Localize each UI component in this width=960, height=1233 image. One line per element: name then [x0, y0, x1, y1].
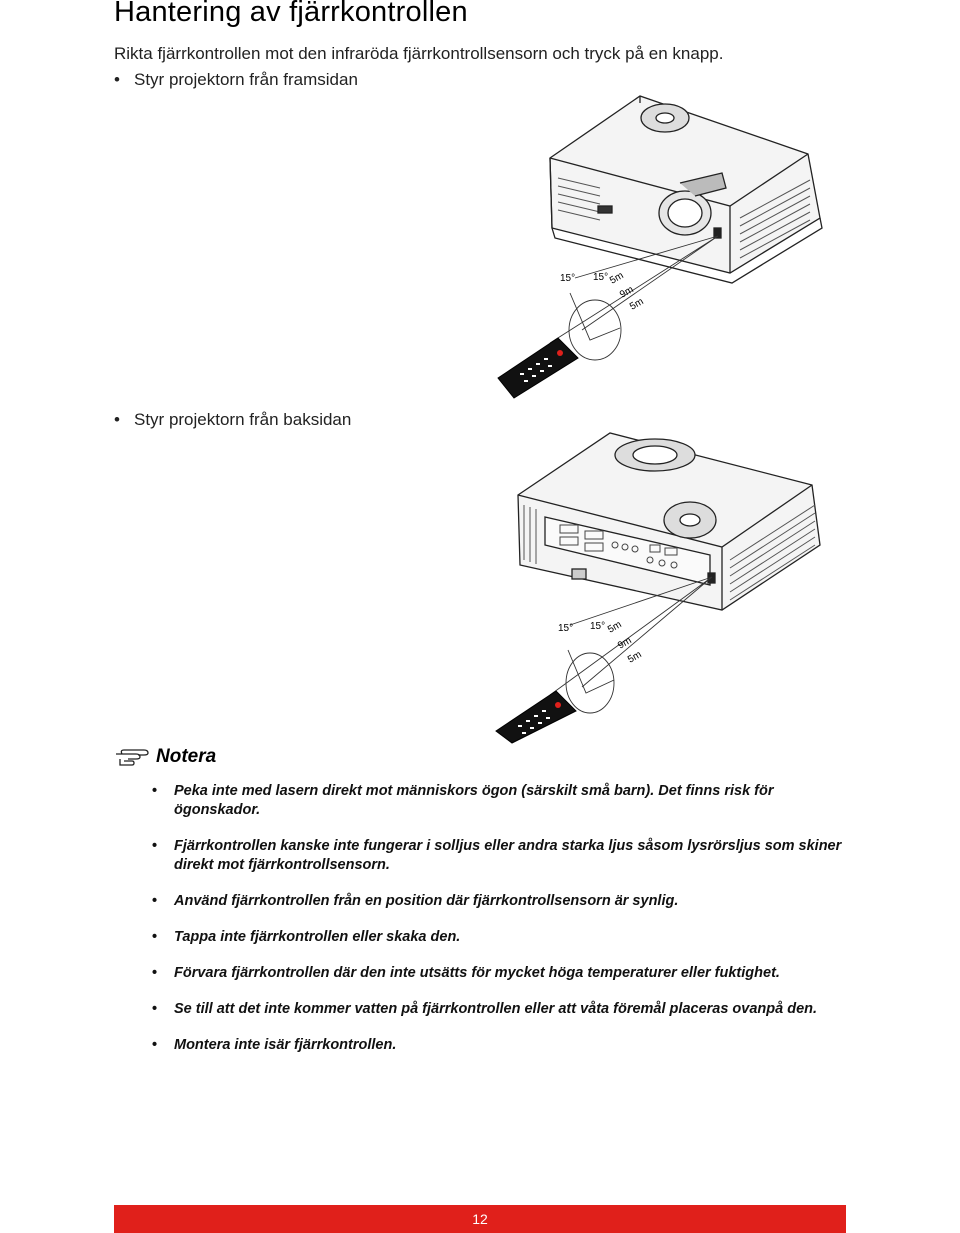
bullet-front-control	[114, 70, 358, 90]
page-number: 12	[472, 1211, 488, 1227]
note-item: • Montera inte isär fjärrkontrollen.	[152, 1036, 852, 1055]
angle-left-label: 15°	[558, 623, 574, 634]
distance-c-label: 5m	[628, 296, 646, 313]
pointing-hand-icon	[114, 746, 150, 768]
remote-control	[498, 338, 578, 398]
page-title: Hantering av fjärrkontrollen	[114, 0, 468, 28]
note-item: • Tappa inte fjärrkontrollen eller skaka den.	[152, 928, 852, 947]
bullet-dot: •	[114, 70, 120, 89]
distance-b-label: 9m	[616, 635, 634, 652]
note-title: Notera	[156, 746, 217, 767]
angle-right-label: 15°	[590, 621, 606, 632]
note-heading	[114, 746, 216, 768]
bullet-front-label: Styr projektorn från framsidan	[134, 70, 358, 89]
bullet-dot: •	[114, 410, 120, 429]
distance-a-label: 5m	[608, 270, 626, 287]
note-item: • Se till att det inte kommer vatten på fjärrkontrollen eller att våta föremål placeras ovanpå den.	[152, 1000, 852, 1019]
distance-c-label: 5m	[626, 649, 644, 666]
page-footer	[114, 1205, 846, 1233]
angle-right-label: 15°	[593, 272, 609, 283]
distance-a-label: 5m	[606, 619, 624, 636]
front-control-illustration	[490, 88, 830, 403]
note-item: • Peka inte med lasern direkt mot människors ögon (särskilt små barn). Det finns risk för ögonskador.	[152, 782, 852, 820]
angle-left-label: 15°	[560, 273, 576, 284]
note-item: • Använd fjärrkontrollen från en position där fjärrkontrollsensorn är synlig.	[152, 892, 852, 911]
note-item: • Fjärrkontrollen kanske inte fungerar i solljus eller andra starka ljus såsom lysrörsljus som skiner direkt mot fjärrkontrollsensorn.	[152, 837, 852, 875]
remote-control	[496, 691, 576, 743]
note-list	[152, 782, 852, 1072]
bullet-back-control	[114, 410, 351, 430]
note-item: • Förvara fjärrkontrollen där den inte utsätts för mycket höga temperaturer eller fuktighet.	[152, 964, 852, 983]
intro-text: Rikta fjärrkontrollen mot den infraröda fjärrkontrollsensorn och tryck på en knapp.	[114, 44, 724, 63]
bullet-back-label: Styr projektorn från baksidan	[134, 410, 352, 429]
distance-b-label: 9m	[618, 284, 636, 301]
back-control-illustration	[490, 425, 830, 745]
